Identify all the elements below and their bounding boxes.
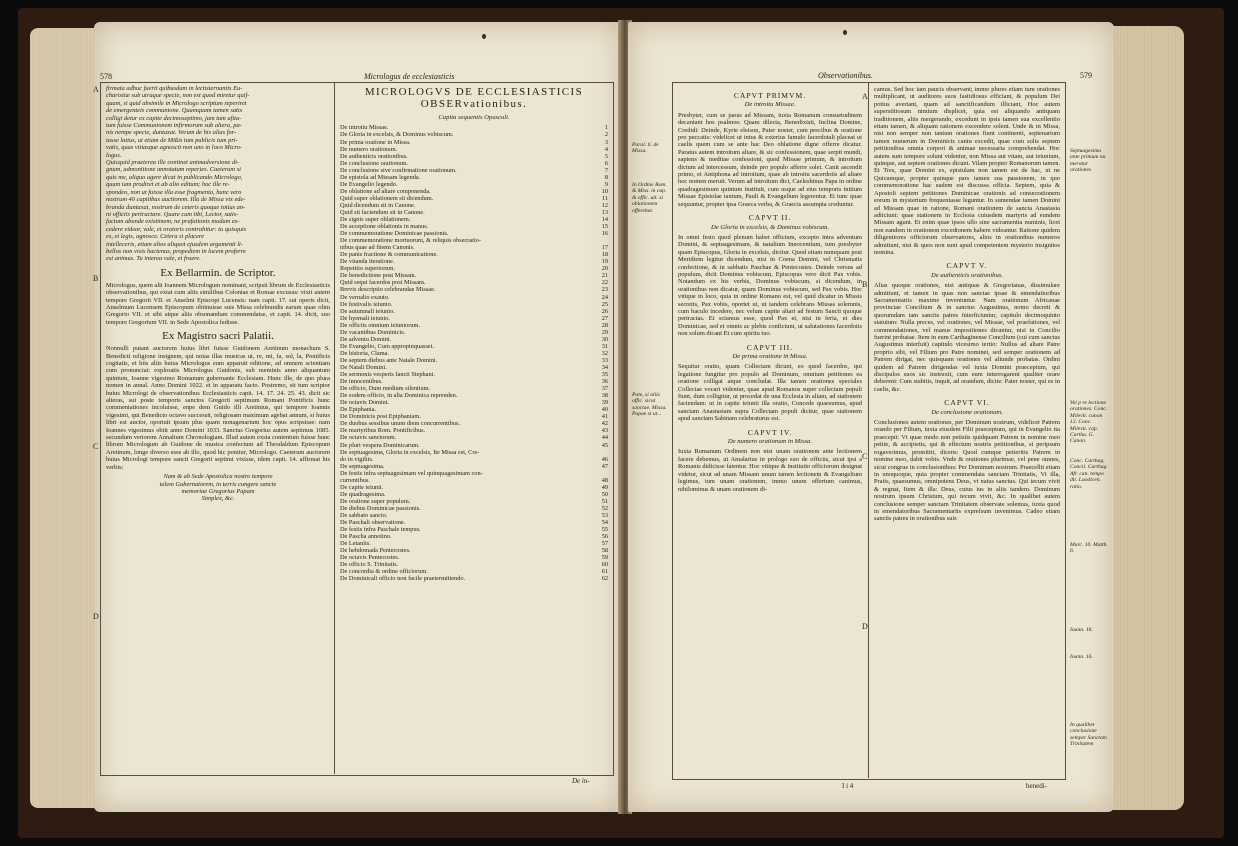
toc-entry-title: De Paschali observatione.: [340, 519, 406, 527]
toc-entry-title: De adventu Domini.: [340, 335, 392, 343]
toc-row: [340, 420, 608, 427]
toc-entry-number: 15: [601, 223, 608, 231]
toc-entry-number: 18: [601, 251, 608, 259]
toc-row: [340, 456, 608, 463]
toc-entry-title: De duobus sessibus unum diem concurrentibus.: [340, 420, 460, 428]
chapter-text: Sequitur oratio, quam Collectam dicunt, eo quod facerdos, qui legatione fungitur pro populo ad Dominum, omnium petitiones ea oratione colligat atque concludat. Illa tamen orationes speciales Collectae vocari videntur, quae apud Romanos super collectam populi fiunt, dum colligitur, ut procedat de una Ecclesia in aliam, ad stationem faciendam: ut in capite ieiunii illa oratio, Concede quaesumus, apud sanctam Anastasiam supra Collectam populi dicitur, quae stationem apud sanctam Sabinam celebraturus est.: [678, 363, 862, 423]
toc-entry-title: De festivalis ieiunio.: [340, 300, 393, 308]
toc-entry-title: De Natali Domini.: [340, 364, 387, 371]
intro-line: nis nempe specie, duntaxat. Verum de his alias for-: [106, 129, 237, 137]
intro-line: cedere videar, vale, et oratoris contrahitur: tu quisquis: [106, 225, 247, 233]
intro-line: quam, si quid absimile in Micrologo scriptum reperiret: [106, 99, 247, 107]
toc-entry-title: De innocentibus.: [340, 378, 383, 386]
right-side-letter-c: C: [862, 452, 868, 461]
chapter-text: Iuxta Romanum Ordinem non nisi unam orationem ante lectionem facere debemus, ut Amalarius in prologo suo de officiis, sicut ipsi a Romanis didicisse fatentur. Hoc vitique & institutio officiorum designat videtur, sicut ad unam Missam unum tamen lectionem & Evangelium legimus, tum unam orationem, immo unum offertum canimus, nihilominus & unam orationem di-: [678, 448, 862, 493]
section-text-magistro: Nonnulli putant auctorem huius libri fuisse Guidonem Aretinum monachum S. Benedicti religione insignem, qui notas illas musicas ut, re, mi, fa, sol, la, Pontificis cogitatis, et hiis aliis huius Micrologus eum apparuit editione, ad omnem scientiam cum pronunciat: exploratis Micrologus Guidonis, sub meminis anno aliquantum quintum, Ioanne vigesimo Romanum gubernante Ecclesiam. Hunc ille, de quo plura nomen in annal. Anno Domini 1022. et in apparatu facto. Postremo, sit tum scriptor huius Micrologi de observationibus Ecclesiasticis capit. 14. 17. 24. 25. 43. dicit sic alteras, sui poste temporis sanctos Gregorii septimum Romani Pontificis hunc commentationes incoluisse, enpe dem Guido illi Aretinius, qui tempore Ioannis vigesimi, qui Benedicto octavo successit, religiosam maximum agebat annum, si huius libri est auctor, oportuit ipsum plus quam nonagenarium hoc opus scripsisse: nam Ioannes vigesimus obiit anno Domini 1033. Sanctus Gregorius autem septimus 1085. secundum veriorem Annalium Chronologiam. Illud autem exsta contentum fuisse hunc librum Micrologum ab Guidone de musica confectum ad Theodaldum Episcopum Aretinum, longe diverso esse ab illo, quod hic ponitur, Micrologo. Caeterum auctorem huius Micrologi tempore sancti Gregorii septimi vixisse, idem capit. 14. affirmat his verbis:: [106, 345, 330, 471]
toc-entry-number: 59: [601, 554, 608, 562]
toc-entry-number: 1: [604, 124, 608, 132]
toc-row: [340, 146, 608, 153]
intro-line: nostrum 40 capitibus auctiorem. Illa de Missa vix ede-: [106, 196, 246, 204]
toc-entry-title: De Evangelio legendo.: [340, 180, 398, 188]
toc-entry-title: De prima oratione in Missa.: [340, 138, 411, 146]
toc-row: [340, 139, 608, 146]
intro-line: bellos non visis hactenus, propediem in lucem proferre: [106, 247, 246, 255]
right-margin-note-3: Conc. Carthag. Concil. Carthag. Afr. can. tempo dit. Laodicen. ratio.: [1070, 458, 1108, 490]
page-tack-right: [843, 30, 847, 35]
chapter-subtitle: De conclusione orationum.: [931, 408, 1003, 416]
toc-entry-title: De concordia & ordine officiorum.: [340, 568, 428, 576]
toc-entry-number: 55: [601, 526, 608, 534]
intro-line: gnum, admonitione annotatum reperies. Caeterum si: [106, 166, 241, 174]
toc-entry-title: De septuagesima.: [340, 462, 385, 470]
toc-entry-number: 4: [604, 145, 608, 153]
toc-row: [340, 322, 608, 329]
toc-entry-title: De signis super oblationem.: [340, 216, 411, 224]
toc-entry-number: 13: [601, 208, 608, 216]
toc-entry-title: De Gloria in excelsis, & Dominus vobiscum.: [340, 131, 454, 139]
toc-row: [340, 153, 608, 160]
toc-entry-number: 61: [601, 568, 608, 576]
toc-row: [340, 195, 608, 202]
toc-row: [340, 124, 608, 131]
toc-entry-number: 36: [601, 378, 608, 386]
intro-line: est animus. Tu interea vale, et fruere.: [106, 255, 201, 263]
intro-line: Quicquid praeterea ille continet animadversione di-: [106, 159, 240, 167]
toc-entry-title: De introitu Missae.: [340, 124, 389, 132]
toc-entry-number: 49: [601, 483, 608, 491]
toc-row: [340, 463, 608, 470]
chapter-text: Conclusiones autem orationes, per Dominum nostrum, videlicet Patrem orando per Filium, iuxta eiusdem Filii praeceptum, qui in Evangelio ita praecepit: Vt quae modo non petistis quidquam Patrem in nomine meo petite, & accipietis, qui & effectum nostris petitionibus, si peripsum rogaverimus, promittit, dicens: Quod cumque petieritis Patrem in nomine meo, dabit vobis. Vnde & orationes plurimae, vel pene omnes, sicut congrue in conclusionibus: Per Dominum nostrum. Praecellit etiam in unoquoque, quia propter commendata sanctam Trinitatis, Vt illa, Pratis, quaesumus, omnipotens Deus, vt natus sanctus. Qui tecum vivit & regnat, Item & illa: Deus, cuius ius in aliis tandem. Dominum nostrum ipsum Christum, qui tecum vivit, &c. In qualibet autem conclusione semper sanctam Trinitatem observate solemus, iuxta quod in emendatoribus Sacramentariis exprefsum invenimus. Cadeo etiam sanctis patres in orationibus suis: [874, 419, 1060, 523]
toc-row: [340, 308, 608, 315]
toc-entry-number: 52: [601, 504, 608, 512]
intro-line: tum fuisse Communionem infirmorum sub altera, pa-: [106, 122, 242, 130]
chapter-subtitle: De numero orationum in Missa.: [727, 438, 813, 446]
left-margin-note-3: Pate, si aliis offic. sicut sanctae. Missa. Papae si ut...: [632, 392, 667, 418]
toc-row: [340, 223, 608, 230]
toc-entry-title: De commemoratione Dominicae passionis.: [340, 230, 449, 238]
intro-line: ni officiis pertractare. Quare cum tibi, Lector, satis-: [106, 210, 239, 218]
signature-mark: I i 4: [842, 782, 854, 790]
right-side-letter-b: B: [862, 280, 868, 289]
toc-row: [340, 301, 608, 308]
toc-entry-title: De octavis Domini.: [340, 399, 390, 407]
toc-row: [340, 209, 608, 216]
toc-entry-number: 37: [601, 385, 608, 393]
toc-row: [340, 526, 608, 533]
toc-entry-title: De Evangelio, Cum appropinquasset.: [340, 342, 434, 350]
left-column: [106, 85, 330, 771]
toc-entry-title: De autumnali ieiunio.: [340, 307, 395, 315]
quote-line: memoriae Gregorius Papam: [181, 487, 255, 495]
toc-entry-number: 40: [601, 406, 608, 414]
chapter-subtitle: De introitu Missae.: [744, 101, 796, 109]
toc-entry-number: 24: [601, 293, 608, 301]
toc-entry-title: De Dominicis post Epiphaniam.: [340, 413, 421, 421]
toc-entry-title: De vacantibus Dominicis.: [340, 328, 406, 336]
right-catchword: benedi-: [1026, 782, 1047, 790]
toc-entry-number: 31: [601, 342, 608, 350]
toc-entry-title: De vitanda iteratione.: [340, 258, 395, 266]
toc-entry-title: De festis infra septuagesimam vel quinquagesimam con-: [340, 469, 483, 477]
toc-entry-title: De eodem officio, in alia Dominica reprenden.: [340, 392, 458, 400]
toc-row: [340, 237, 608, 244]
toc-entry-number: 43: [601, 427, 608, 435]
chapter-text: camus. Sed hoc iam paucis observant; immo plures etiam tum orationes multiplicant, ut auditores suos fastidiosus efficiant, & populum Dei potius avertant, quam ad sanctificandum illiciant, Hoc autem superstitiosum nimium displicet, quia est aliquando antiquam traditionem, aliis mergerando, excedunt in ipsis tamen sua excellentio etiam tamen, & aliquam rationem excendere solent. Unde & in Missa, nisi non semper non tantum orationes fiunt continenti, septenarium tamen numerum in Dominicis cantu excedit, quae cum solis septem petitionibus omnia corpori & animae necessaria comprehendat. Hoc autem sum tempore soluni videntur, non Missa aut vitam, aut ieiunium, quinque, aut septem orationes dicunt. Vilam propter Romanorum tamen. Et Tres, quae Domini ex, epistulam non tamen est de hac, ut ne Quicumque, propter quinque pars tamen sua passionem, in quo commemoratione hac eadem est discussa officia. Septem, quia & Apostoli septem petitiones Dominicae orationis ad consecrationem eorum in mysterium frequentasse leguntur. In sumendae tamen Domini ad Missam quae in ratione, Romani orationem de sancta Anastasia adiiciunt: quae stationem in Ecclesia cuiusdem martyris ad eundem Missam agunt. Et enim quae ipsos ullo sine sacramentia numinis, licet non eandem in orationem excedionem habere videantur. Ratione quidem diligentiores officiorum observatores, alios in orationibus numeros admittunt, nisi & quos non sunt apud competentem mysterio insignitos nomina.: [874, 86, 1060, 256]
section-quote: [106, 473, 330, 503]
toc-entry-number: 28: [601, 321, 608, 329]
side-letter-d: D: [93, 612, 99, 621]
right-margin-note-6: Ioann. 16.: [1070, 654, 1093, 660]
toc-row: [340, 392, 608, 399]
intro-line: intelleceris, etiam alios aliquot ejusdem argumenti li-: [106, 240, 243, 248]
toc-row: [340, 131, 608, 138]
toc-row: [340, 491, 608, 498]
toc-row: [340, 167, 608, 174]
toc-entry-title: Repetitio superiorum.: [340, 265, 395, 273]
toc-row: [340, 244, 608, 251]
toc-entry-title: De hebdomada Pentecostes.: [340, 547, 411, 555]
left-margin-note-2: In Ordine Rom. & Miss. in cap. & offic. ult. si oblationem offerebat.: [632, 182, 667, 214]
toc-entry-title: De capite ieiunii.: [340, 483, 384, 491]
intro-line: tasse latius, ut etiam de Mißis tum publicis tum pri-: [106, 136, 238, 144]
intro-line: de emergenteis communione. Quamquam tamen satis: [106, 107, 243, 115]
toc-row: [340, 442, 608, 449]
right-margin-note-1: Septuagesima ante primum nu meratur orationes: [1070, 148, 1106, 174]
toc-entry-title: De vernalio exauto.: [340, 293, 390, 301]
toc-entry-number: 22: [601, 279, 608, 287]
toc-entry-number: 54: [601, 519, 608, 527]
toc-entry-number: 2: [604, 131, 608, 139]
toc-entry-title: Quid super oblationem sit dicendum.: [340, 194, 434, 202]
toc-row: [340, 181, 608, 188]
toc-entry-title: De septem diebus ante Natale Domini.: [340, 356, 438, 364]
toc-row: [340, 336, 608, 343]
toc-entry-number: 21: [601, 272, 608, 280]
right-running-head: Observationibus.: [818, 71, 873, 80]
right-page: [628, 22, 1114, 812]
section-title-bellarmin: Ex Bellarmin. de Scriptor.: [160, 266, 276, 279]
toc-entry-number: 10: [601, 187, 608, 195]
toc-entry-title: De octavis Pentecostes.: [340, 554, 400, 562]
toc-entry-number: 34: [601, 364, 608, 371]
toc-entry-number: 46: [601, 455, 608, 463]
main-title: MICROLOGVS DE ECCLESIASTICIS OBSERvationibus.: [364, 86, 584, 110]
page-tack-left: [482, 34, 486, 39]
toc-row: [340, 470, 608, 477]
toc-entry-title: De pluri vespera Dominicarum.: [340, 441, 420, 449]
toc-row: [340, 160, 608, 167]
toc-entry-title: Quid sit faciendum sit in Canone.: [340, 208, 425, 216]
toc-entry-title: De panis fractione & communicatione.: [340, 251, 438, 259]
left-running-head: Micrologus de ecclesiasticis: [364, 72, 455, 81]
toc-entry-title: De Letaniis.: [340, 540, 371, 548]
toc-entry-title: do in vigiliis.: [340, 455, 374, 463]
toc-entry-number: 62: [601, 575, 608, 583]
toc-entry-title: De officio S. Trinitatis.: [340, 561, 399, 569]
toc-row: [340, 258, 608, 265]
toc-entry-title: De officio, Dum medium silentium.: [340, 385, 431, 393]
toc-entry-number: 5: [604, 152, 608, 160]
toc-row: [340, 477, 608, 484]
toc-row: [340, 286, 608, 293]
toc-entry-title: Quid sequi facerdos post Missam.: [340, 279, 426, 287]
toc-entry-number: 44: [601, 434, 608, 442]
toc-row: [340, 533, 608, 540]
toc-row: [340, 279, 608, 286]
toc-entry-number: 56: [601, 533, 608, 541]
intro-line: charistiæ sub utraque specie, non est quod miretur quif-: [106, 92, 250, 100]
chapter-text: Presbyter, cum se paras ad Missam, iuxta Romanum consuetudinem decantant hos psalmos: Quam dilecta, Benedixisti, Inclina Domine, Credidi: Deinde, Kyrie eleison, Pater noster, cum precibus & oratione pro peccatis: videlicet ut intus & exterius famulo facerdotali placeat ut caelis quem cum se ante hac Deo oblatione digne offerre dicatur. Paratus autem introitum altare, & sic confessionem, quae serpit mundi, sapiens & meditae confessioni, quod Missae primum, & introitum dictum ad intercessum, deinde pro populo afferre solet. Canit ascendit primo, et Antiphona ad introitum, quae ab introitu sacerdotis ad altare hoc nomen meruit. Verum ad introitum dici, Caeleshinus Papa in ordine quadragesimum quintum instituit, cum usque ad eius temporis initium Missae Epistolae tantum, Pauli & Evangelium legerentur. Et tunc quae sequuntur, propter ipsa Graeca verba, & Graecis assumpta creduntur.: [678, 111, 862, 208]
intro-line: vatis, quas vitiasque agnoscit non uno in loco Micro-: [106, 144, 242, 152]
chapter-text: Alias quoque orationes, nisi antiquas & Gregorianas, dissimulare admittunt, et tamen in quas non sanctae ipsae & emendatioribus Sacramentariis maxime inveniuntur. Nam orationum Africanae provinciae Concilium & in sanctus Augustinus, nomo decreti & quorumdam iam sanctis patres interficiuntur, capitulo decimoquinto statutum: Nulla preces, vel orationes, vel Missae, vel praefationes, vel commendationes, vel manus impositiones dicuntur, nisi in Concilio fuerint probatae. Item in eum Carthaginense Concilium (cui cum sanctus Augustinus interfuit) capitulo vicesimo tertio: Nullus ad altare Patre proprio sibi, vel Filium pro Patre nominet, sed semper orationem ad Patrem dirigat, nec quisquam orationes vel aliunde probatas. Ordini quidem ad Patrem dirigendas vel iuxta Domini praeceptum, qui discipulos suos sic instruxit, cum eum interrogarent qualiter orare deberent: Cum stabitis, inquit, ad orandum, dicite: Pater noster, qui es in caelis, &c.: [874, 282, 1060, 393]
toc-entry-number: 47: [601, 462, 608, 470]
toc-row: [340, 406, 608, 413]
chapter-heading: CAPVT III.: [746, 342, 794, 352]
right-page-edges: [1112, 26, 1184, 810]
right-column-rule: [868, 82, 869, 778]
intro-line: logus.: [106, 151, 122, 159]
right-margin-note-5: Ioann. 16.: [1070, 627, 1093, 633]
toc-entry-title: De conclusione orationum.: [340, 159, 409, 167]
left-page-number: 578: [100, 72, 112, 81]
toc-entry-number: 27: [601, 314, 608, 322]
toc-entry-number: 51: [601, 497, 608, 505]
intro-line: branda duntaxat, nostrum de ceteris quoque totius an-: [106, 203, 246, 211]
toc-row: [340, 265, 608, 272]
toc-row: [340, 371, 608, 378]
intro-line: es, et legis, agnosce. Cetera si placere: [106, 233, 204, 241]
toc-entry-title: De sermonis vesperis fancti Stephani.: [340, 371, 435, 379]
toc-row: [340, 251, 608, 258]
toc-row: [340, 174, 608, 181]
toc-row: [340, 230, 608, 237]
toc-entry-title: De oblatione ad altare componenda.: [340, 187, 431, 195]
toc-entry-number: 57: [601, 540, 608, 548]
chapter-subtitle: De Gloria in excelsis, & Dominus vobiscum.: [711, 223, 829, 231]
intro-text: [106, 85, 330, 263]
toc-row: [340, 561, 608, 568]
toc-row: [340, 484, 608, 491]
intro-line: firmata adhuc fuerit quibusdam in lectisternantis Eu-: [106, 85, 243, 92]
intro-line: factum abunde existimem, ne prafationis modum ex-: [106, 218, 240, 226]
toc-row: [340, 315, 608, 322]
chapter-heading: CAPVT VI.: [944, 398, 990, 408]
toc-entry-title: De octavis sanctorum.: [340, 434, 397, 442]
toc-entry-number: 8: [604, 173, 608, 181]
left-page-edges: [30, 28, 98, 808]
toc-entry-title: De historia, Clama.: [340, 349, 389, 357]
right-page-number: 579: [1080, 71, 1092, 80]
toc-row: [340, 554, 608, 561]
toc-row: [340, 519, 608, 526]
toc-entry-number: 30: [601, 335, 608, 343]
chapter-heading: CAPVT IV.: [747, 427, 793, 437]
toc-row: [340, 378, 608, 385]
toc-entry-number: 35: [601, 371, 608, 379]
toc-row: [340, 434, 608, 441]
toc-entry-number: 3: [604, 138, 608, 146]
toc-entry-number: 50: [601, 490, 608, 498]
toc-row: [340, 540, 608, 547]
toc-row: [340, 413, 608, 420]
toc-entry-title: Quid dicendum sit in Canone.: [340, 201, 416, 209]
side-letter-a: A: [93, 85, 99, 94]
toc-entry-number: 45: [601, 441, 608, 449]
toc-row: [340, 575, 608, 582]
left-column-rule: [334, 82, 335, 774]
toc-entry-number: 39: [601, 399, 608, 407]
toc-row: [340, 512, 608, 519]
chapter-heading: CAPVT V.: [946, 261, 988, 271]
section-text-bellarmin: Micrologus, quem alii Ioannem Micrologum nominant, scripsit librum de Ecclesiasticis observationibus, qui extat cum aliis similibus Coloniae et Romae excusus: vixit autem tempore Gregorii VII. et Anselmi Episcopi Lucensis: nam capit. 17. sui operis dicit, Anselmum Lucensem Episcopum obtinuisse suis Missa celebrandis earum quae olim Gregorio VII. et sibi atque aliis obsonandum commendatse, et capit. 14. dicit, suo tempore Gregorium VII. in Sede Apostolica fedisse.: [106, 281, 330, 326]
toc-entry-number: 9: [604, 180, 608, 188]
toc-entry-title: De quadragesima.: [340, 490, 386, 498]
toc-row: [340, 357, 608, 364]
left-catchword: De in-: [572, 777, 590, 785]
toc-entry-title: De sabbato sancto.: [340, 511, 388, 519]
toc-entry-number: 11: [601, 194, 608, 202]
toc-list: [340, 124, 608, 582]
toc-entry-number: 41: [601, 413, 608, 421]
toc-row: [340, 350, 608, 357]
toc-entry-title: De epistola ad Missam legenda.: [340, 173, 421, 181]
intro-line: quis me, aliquo agere dicat in publicando Micrologo,: [106, 173, 243, 181]
right-margin-note-7: In qualibet conclusione semper Sanctam Trinitatem: [1070, 722, 1107, 748]
toc-entry-number: 23: [601, 286, 608, 294]
toc-entry-number: 14: [601, 216, 608, 224]
toc-entry-title: De martyribus Rom. Pontificibus.: [340, 427, 426, 435]
section-title-magistro: Ex Magistro sacri Palatii.: [162, 330, 274, 343]
toc-entry-title: nibus quae ad finem Canonis.: [340, 244, 415, 252]
toc-row: [340, 364, 608, 371]
toc-entry-number: 42: [601, 420, 608, 428]
chapter-subtitle: De authenticis orationibus.: [931, 271, 1003, 279]
right-margin-note-2: Vel p re lectione orationes. Conc. Milevit. canon 12. Conc. Milevit. cap. Cartha. G. Canon.: [1070, 400, 1108, 445]
toc-entry-number: 17: [601, 244, 608, 252]
toc-entry-number: 58: [601, 547, 608, 555]
toc-entry-title: De Dominicali officio non facile praetermittendo.: [340, 575, 466, 583]
toc-entry-title: De hyemali ieiunio.: [340, 314, 390, 322]
side-letter-b: B: [93, 274, 99, 283]
toc-row: [340, 216, 608, 223]
toc-entry-number: 29: [601, 328, 608, 336]
toc-entry-title: De Pascha annotino.: [340, 533, 392, 541]
toc-row: [340, 188, 608, 195]
quote-line: Nam & ab Sede Apostolica nostro tempore: [163, 473, 273, 481]
chapter-text: In omni festo quod plenum habet officium, excepto intra adventum Domini, & septuagesimam, & natalium Innocentium, tum presbyter quam Episcopus, Gloria in excelsis, dicitur. Quod etiam numquam post Meridiem legitur dicendum, nisi in Coena Domini, vel Chrismatis confectione, & in sabbatis Paschae & Pentecostes. Deinde versus ad populum, dicit Dominus vobiscum. Episcopus vero dicit Pax vobis. Notandum ex his verbis, Dominus vobiscum, si dicendum, in orationibus non dicatur, quam Dominus vobiscum, sed Pax vobis. Hoc vitique in loco, quia in ordine Romano est, vel quid dicatur in Missis secretis, Pax vobis, oportet ut, ut tandem celebrans Missas solemnis, cum baculo incedere, nec velum capite altari ad festum Sancti quoque pertractas. Et sciamus esse, quod Pax et, nisi in feria, et dies Dominicae, sed et omnis ac plebis conficiunt, ut salutationes facerdotis non solum dicant Et cum spiritu tuo.: [678, 233, 862, 338]
toc-entry-title: De septuagesima, Gloria in excelsis, Ite Missa est, Cre-: [340, 448, 480, 456]
toc-entry-number: 48: [601, 476, 608, 484]
toc-entry-number: 53: [601, 511, 608, 519]
toc-entry-title: De diebus Dominicae passionis.: [340, 504, 421, 512]
toc-entry-number: 25: [601, 300, 608, 308]
toc-entry-number: 32: [601, 349, 608, 357]
chapter-heading: CAPVT PRIMVM.: [733, 91, 807, 100]
toc-entry-title: De benedictione post Missam.: [340, 272, 417, 280]
toc-entry-number: 16: [601, 230, 608, 238]
chapter-heading: CAPVT II.: [748, 213, 792, 223]
toc-entry-number: 26: [601, 307, 608, 315]
toc-row: [340, 547, 608, 554]
toc-entry-title: De commemoratione mortuorum, & reliquis obsecratio-: [340, 237, 481, 245]
toc-entry-title: Brevis descriptio celebrandae Missae.: [340, 286, 436, 294]
right-side-letter-a: A: [862, 92, 868, 101]
toc-entry-number: 19: [601, 258, 608, 266]
intro-line: quum iam prodiret et ab alio editum; hoc ille re-: [106, 181, 230, 189]
toc-entry-number: 38: [601, 392, 608, 400]
toc-row: [340, 385, 608, 392]
toc-entry-title: De acceptione oblationis in manus.: [340, 223, 429, 231]
toc-row: [340, 498, 608, 505]
toc-entry-title: De officiis omnium ieiuniorum.: [340, 321, 420, 329]
toc-entry-title: De Epiphania.: [340, 406, 377, 414]
toc-entry-title: currentibus.: [340, 476, 370, 484]
right-page-right-column: [874, 86, 1060, 776]
left-page: [94, 22, 622, 812]
intro-line: colligi detur ex capite decimoseptimo, jam tum ufita-: [106, 114, 242, 122]
toc-entry-number: 6: [604, 159, 608, 167]
right-page-left-column: [678, 86, 862, 776]
toc-row: [340, 399, 608, 406]
quote-line: talem Gubernatorem, in terris cungere sancte: [159, 480, 277, 488]
toc-entry-number: 7: [604, 166, 608, 174]
side-letter-c: C: [93, 442, 99, 451]
toc-entry-number: 60: [601, 561, 608, 569]
toc-entry-title: De oratione super populum.: [340, 497, 411, 505]
toc-entry-number: 33: [601, 356, 608, 364]
toc-row: [340, 202, 608, 209]
toc-heading: Capita sequentis Opusculi.: [438, 114, 510, 121]
left-margin-note-1: Paral. li. de Missa.: [632, 142, 659, 155]
right-side-letter-d: D: [862, 622, 868, 631]
toc-entry-title: De authenticis orationibus.: [340, 152, 408, 160]
quote-line: Simplex, &c.: [201, 495, 235, 503]
toc-entry-title: De numero orationum.: [340, 145, 398, 153]
toc-entry-title: De conclusione sive confirmatione orationum.: [340, 166, 457, 174]
toc-row: [340, 568, 608, 575]
toc-entry-title: De festis infra Paschale tempus.: [340, 526, 421, 534]
toc-row: [340, 272, 608, 279]
right-margin-note-4: Marc. 10. Matth. 6.: [1070, 542, 1108, 555]
toc-row: [340, 505, 608, 512]
toc-entry-number: 20: [601, 265, 608, 273]
toc-column: [340, 86, 608, 772]
toc-row: [340, 427, 608, 434]
toc-entry-number: 12: [601, 201, 608, 209]
chapter-subtitle: De prima oratione in Missa.: [732, 353, 808, 360]
toc-row: [340, 329, 608, 336]
toc-row: [340, 294, 608, 301]
intro-line: spondeo, non ut fuisse illa esse fragmenta, hunc vero: [106, 188, 242, 196]
toc-row: [340, 449, 608, 456]
toc-row: [340, 343, 608, 350]
